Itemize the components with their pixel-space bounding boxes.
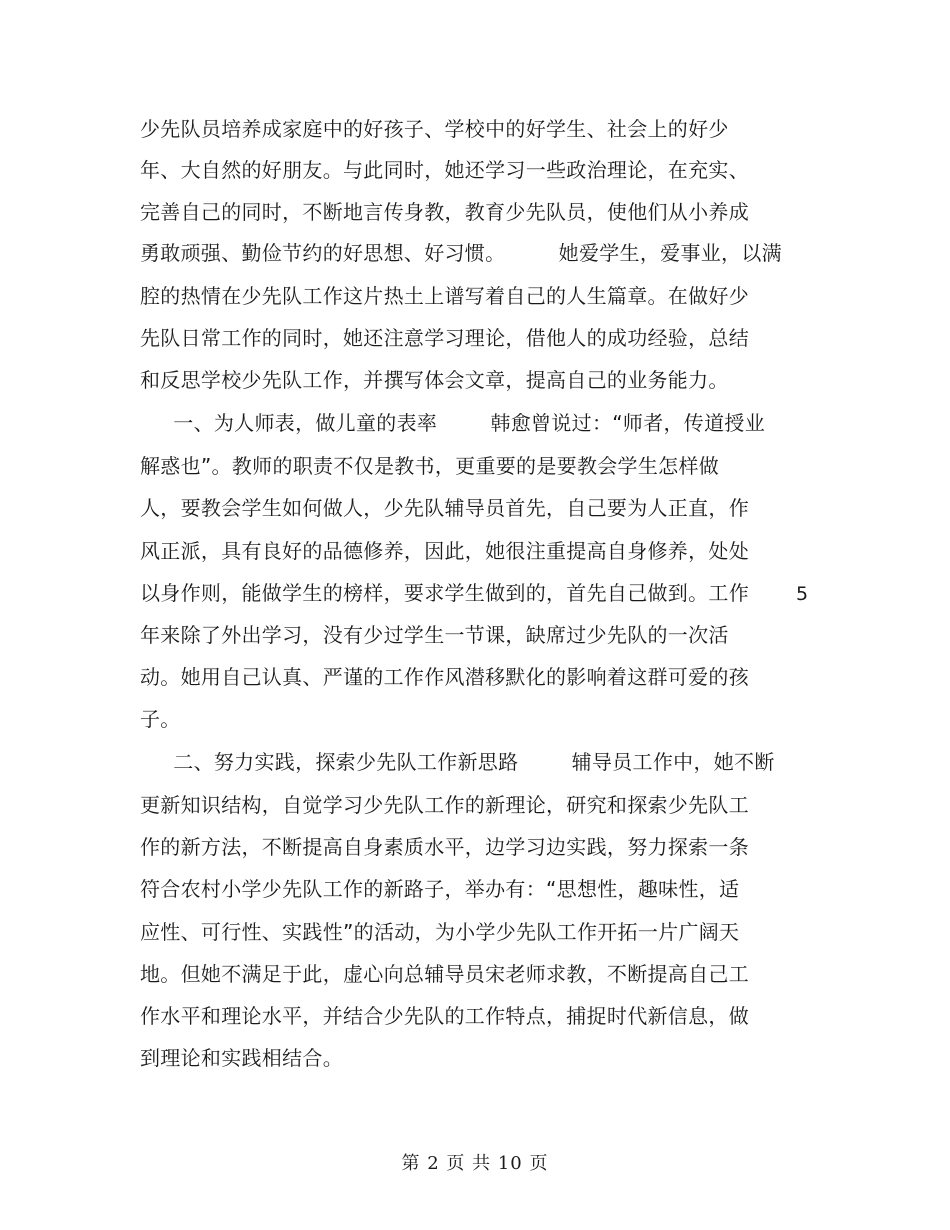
body-text-line: 先队日常工作的同时，她还注意学习理论，借他人的成功经验，总结 <box>140 326 749 350</box>
body-text-line: 子。 <box>140 707 181 731</box>
page-footer: 第 2 页 共 10 页 <box>401 1153 549 1174</box>
body-text-line: 地。但她不满足于此，虚心向总辅导员宋老师求教，不断提高自己工 <box>140 962 749 986</box>
body-text-line: 到理论和实践相结合。 <box>140 1046 343 1070</box>
body-text-line: 年、大自然的好朋友。与此同时，她还学习一些政治理论，在充实、 <box>140 158 749 182</box>
section-heading-line: 二、努力实践，探索少先队工作新思路 辅导员工作中，她不断 <box>140 750 775 774</box>
body-text-line: 动。她用自己认真、严谨的工作作风潜移默化的影响着这群可爱的孩 <box>140 665 749 689</box>
body-text-line: 解惑也”。教师的职责不仅是教书，更重要的是要教会学生怎样做 <box>140 454 720 478</box>
body-text-line: 勇敢顽强、勤俭节约的好思想、好习惯。 她爱学生，爱事业，以满 <box>140 241 782 265</box>
body-text-line: 符合农村小学少先队工作的新路子，举办有：“思想性，趣味性，适 <box>140 877 740 901</box>
body-text-line: 少先队员培养成家庭中的好孩子、学校中的好学生、社会上的好少 <box>140 117 729 141</box>
body-text-line: 和反思学校少先队工作，并撰写体会文章，提高自己的业务能力。 <box>140 368 729 392</box>
margin-number: 5 <box>796 583 809 605</box>
body-text-line: 以身作则，能做学生的榜样，要求学生做到的，首先自己做到。工作 <box>140 581 749 605</box>
body-text-line: 作的新方法，不断提高自身素质水平，边学习边实践，努力探索一条 <box>140 835 749 859</box>
body-text-line: 作水平和理论水平，并结合少先队的工作特点，捕捉时代新信息，做 <box>140 1004 749 1028</box>
body-text-line: 风正派，具有良好的品德修养，因此，她很注重提高自身修养，处处 <box>140 539 749 563</box>
body-text-line: 人，要教会学生如何做人，少先队辅导员首先，自己要为人正直，作 <box>140 496 749 520</box>
body-text-line: 应性、可行性、实践性”的活动，为小学少先队工作开拓一片广阔天 <box>140 920 740 944</box>
body-text-line: 腔的热情在少先队工作这片热土上谱写着自己的人生篇章。在做好少 <box>140 284 749 308</box>
body-text-line: 更新知识结构，自觉学习少先队工作的新理论，研究和探索少先队工 <box>140 793 749 817</box>
body-text-line: 完善自己的同时，不断地言传身教，教育少先队员，使他们从小养成 <box>140 200 749 224</box>
body-text-line: 年来除了外出学习，没有少过学生一节课，缺席过少先队的一次活 <box>140 623 729 647</box>
section-heading-line: 一、为人师表，做儿童的表率 韩愈曾说过：“师者，传道授业 <box>140 411 766 435</box>
